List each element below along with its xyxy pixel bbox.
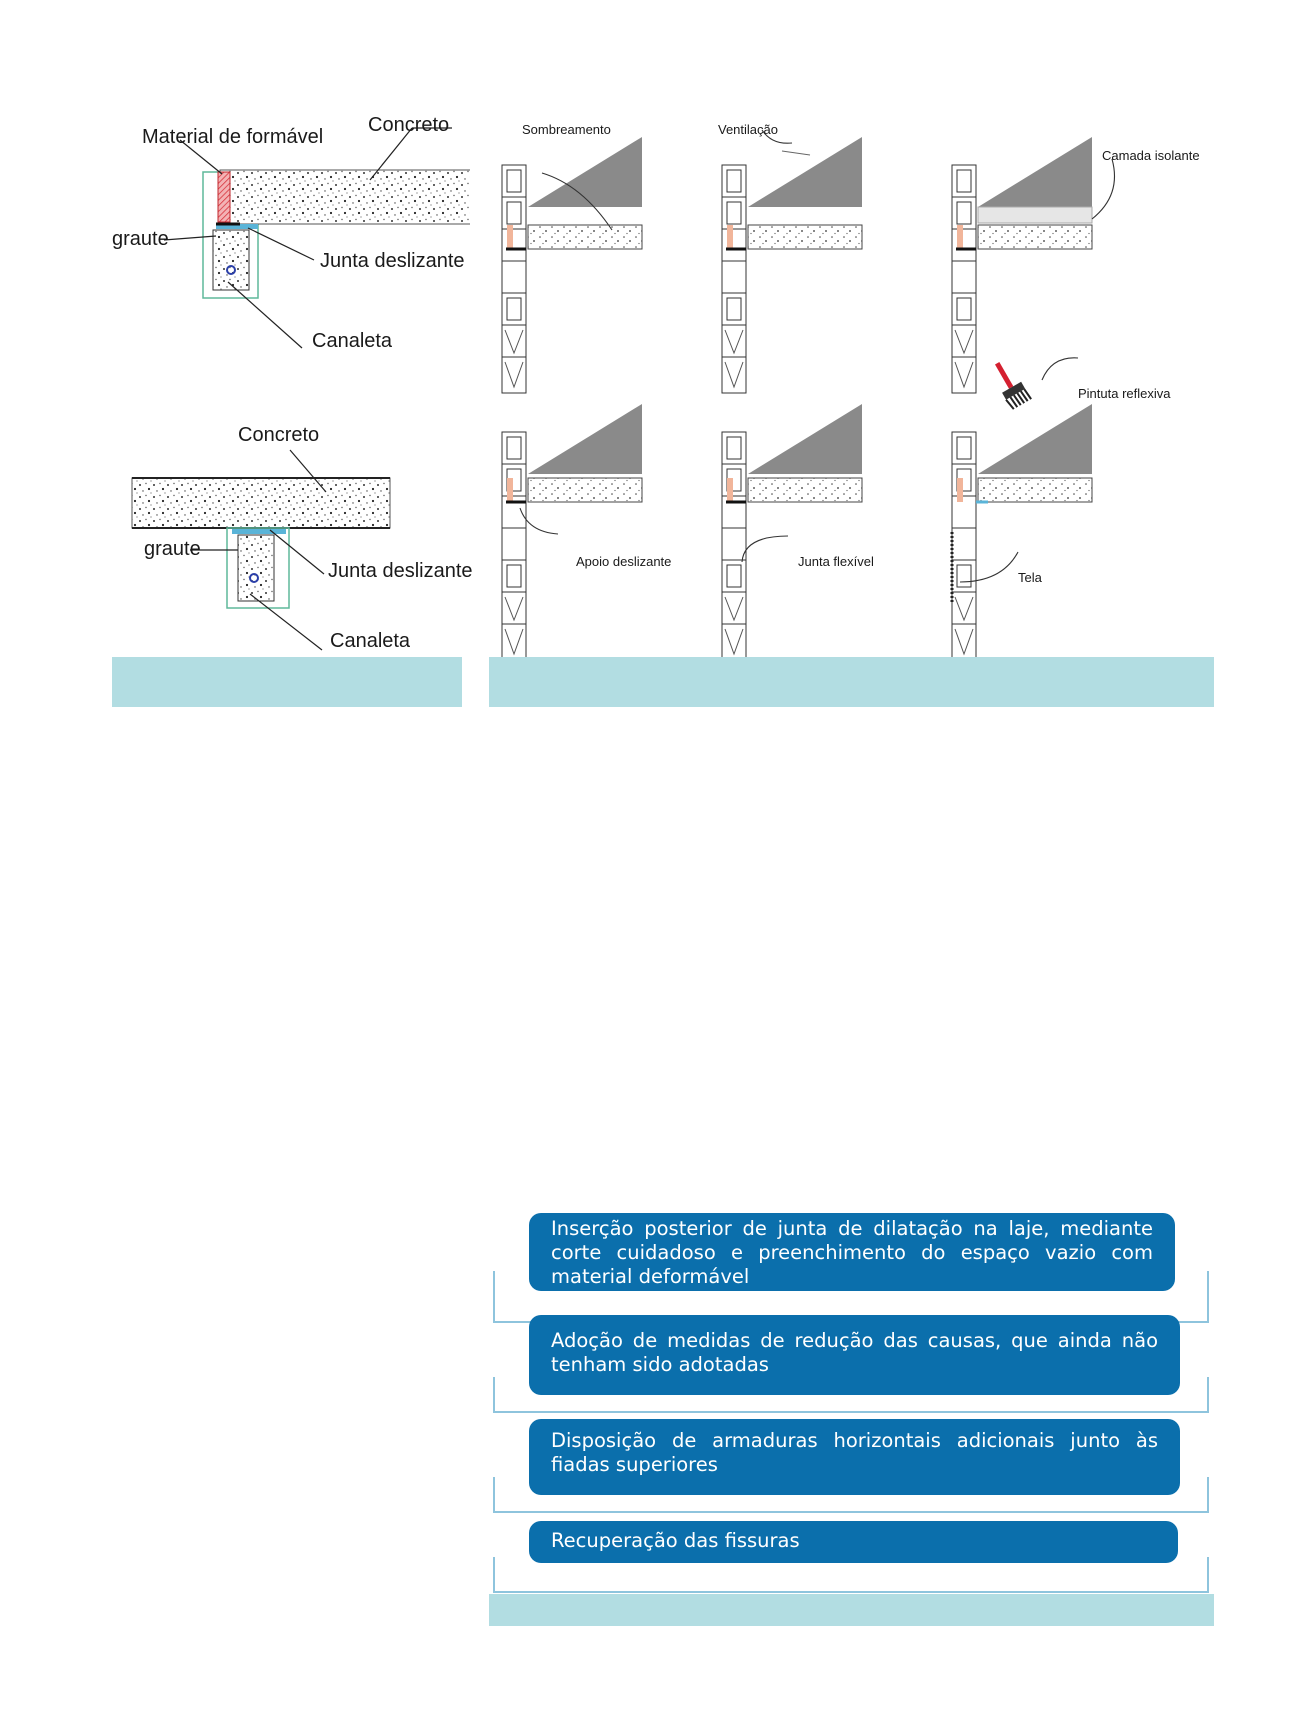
label-tela: Tela	[1018, 570, 1042, 585]
right-caption-bar	[489, 657, 1214, 707]
flow-step-1	[529, 1213, 1175, 1291]
right-figure-drawing	[490, 110, 1220, 660]
label-graute-top: graute	[112, 228, 169, 250]
slab-bottom	[132, 478, 390, 528]
flow-step-3	[529, 1419, 1180, 1495]
brush-icon	[988, 358, 1031, 411]
panel-ventilation	[722, 130, 862, 393]
label-junta-top: Junta deslizante	[320, 250, 465, 272]
flow-step-1-text: Inserção posterior de junta de dilatação na laje, mediante corte cuidadoso e preenchimento do espaço vazio com material deformável	[551, 1217, 1153, 1288]
panel-sliding-support	[502, 404, 642, 660]
label-sombreamento: Sombreamento	[522, 122, 611, 137]
label-canaleta-top: Canaleta	[312, 330, 393, 352]
label-canaleta-bottom: Canaleta	[330, 630, 411, 652]
flow-step-3-text: Disposição de armaduras horizontais adicionais junto às fiadas superiores	[551, 1429, 1158, 1476]
flow-step-2	[529, 1315, 1180, 1395]
right-figure	[490, 110, 1220, 660]
label-junta-flexivel: Junta flexível	[798, 554, 874, 569]
flow-step-4-text: Recuperação das fissuras	[551, 1529, 800, 1552]
panel-reflective-paint	[952, 358, 1092, 660]
label-apoio-deslizante: Apoio deslizante	[576, 554, 672, 569]
flow-step-4	[529, 1521, 1178, 1563]
sliding-joint-bottom	[232, 529, 286, 534]
flow-diagram	[493, 1213, 1213, 1593]
label-camada-isolante: Camada isolante	[1102, 148, 1200, 163]
panel-shading	[502, 137, 642, 393]
grout-top	[213, 230, 249, 290]
label-ventilacao: Ventilação	[718, 122, 778, 137]
slab-top	[220, 170, 470, 224]
deformable-material	[218, 172, 230, 222]
left-caption-bar	[112, 657, 462, 707]
left-figure	[110, 110, 473, 665]
label-pintura-reflexiva: Pintuta reflexiva	[1078, 386, 1171, 401]
label-concreto-top: Concreto	[368, 114, 450, 136]
label-material: Material de formável	[142, 126, 324, 148]
panel-flexible-joint	[722, 404, 862, 660]
label-concreto-bottom: Concreto	[238, 424, 320, 446]
flow-step-2-text: Adoção de medidas de redução das causas, que ainda não tenham sido adotadas	[551, 1329, 1158, 1376]
flow-caption-bar	[489, 1594, 1214, 1626]
label-graute-bottom: graute	[144, 538, 201, 560]
label-junta-bottom: Junta deslizante	[328, 560, 473, 582]
grout-bottom	[238, 535, 274, 601]
panel-insulating	[952, 137, 1115, 393]
